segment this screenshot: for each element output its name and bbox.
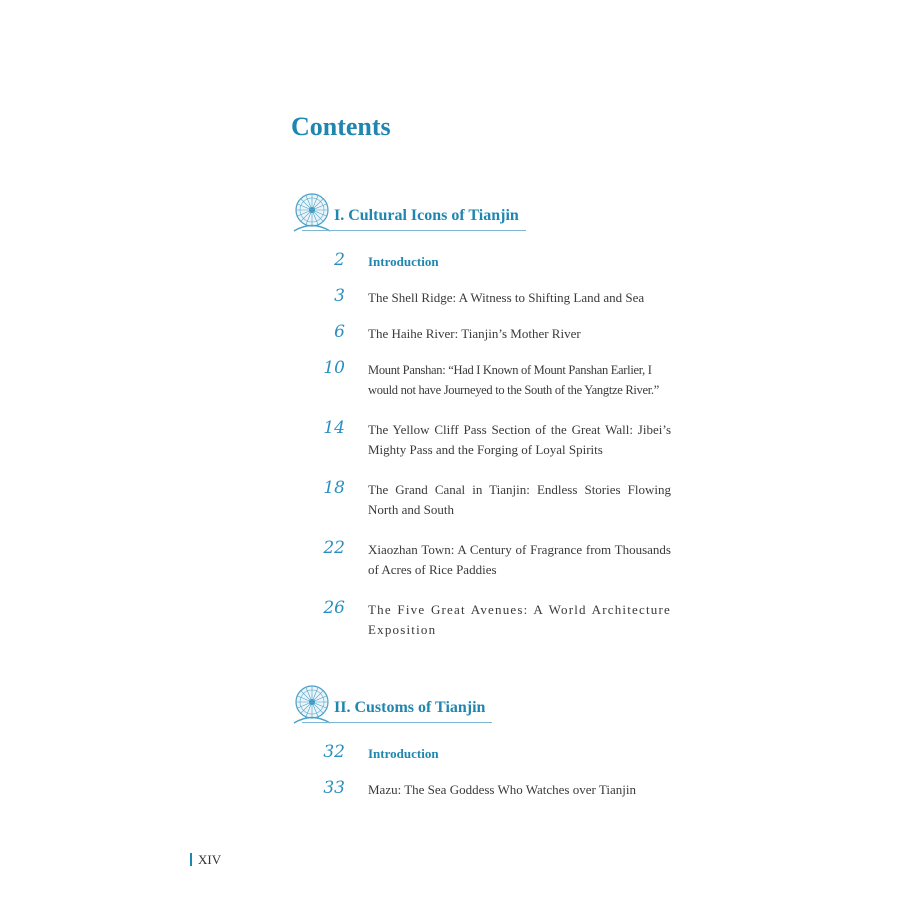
entry-title: Introduction	[368, 254, 439, 269]
section-header-1[interactable]	[292, 192, 652, 236]
section-title: I. Cultural Icons of Tianjin	[334, 207, 519, 224]
ferris-wheel-icon	[292, 192, 332, 232]
entry-title: Mount Panshan: “Had I Known of Mount Panshan Earlier, I would not have Journeyed to the South of the Yangtze River.”	[368, 363, 659, 397]
page-title: Contents	[291, 112, 391, 141]
page-number: 2	[334, 250, 345, 270]
entry-title: Mazu: The Sea Goddess Who Watches over Tianjin	[368, 782, 636, 797]
section-underline	[302, 230, 526, 231]
section-title: II. Customs of Tianjin	[334, 699, 486, 716]
entry-title: The Five Great Avenues: A World Architecture Exposition	[368, 602, 671, 637]
page-number: 26	[323, 598, 345, 618]
page-number: 6	[334, 322, 345, 342]
page-number: 33	[323, 778, 345, 798]
section-underline	[302, 722, 492, 723]
ferris-wheel-icon	[292, 684, 332, 724]
folio-bar	[190, 853, 192, 866]
entry-title: Introduction	[368, 746, 439, 761]
entry-title: The Yellow Cliff Pass Section of the Great Wall: Jibei’s Mighty Pass and the Forging of Loyal Spirits	[368, 422, 671, 457]
entry-title: Xiaozhan Town: A Century of Fragrance from Thousands of Acres of Rice Paddies	[368, 542, 671, 577]
page-number: 10	[323, 358, 345, 378]
page-number: 18	[323, 478, 345, 498]
page-folio	[190, 852, 221, 868]
page-number: 3	[334, 286, 345, 306]
entry-title: The Shell Ridge: A Witness to Shifting Land and Sea	[368, 290, 645, 305]
folio-number: XIV	[198, 852, 222, 867]
entry-title: The Grand Canal in Tianjin: Endless Stories Flowing North and South	[368, 482, 671, 517]
entry-title: The Haihe River: Tianjin’s Mother River	[368, 326, 581, 341]
page-number: 32	[323, 742, 345, 762]
page-number: 22	[323, 538, 345, 558]
page-number: 14	[323, 418, 345, 438]
section-header-2[interactable]	[292, 684, 652, 728]
